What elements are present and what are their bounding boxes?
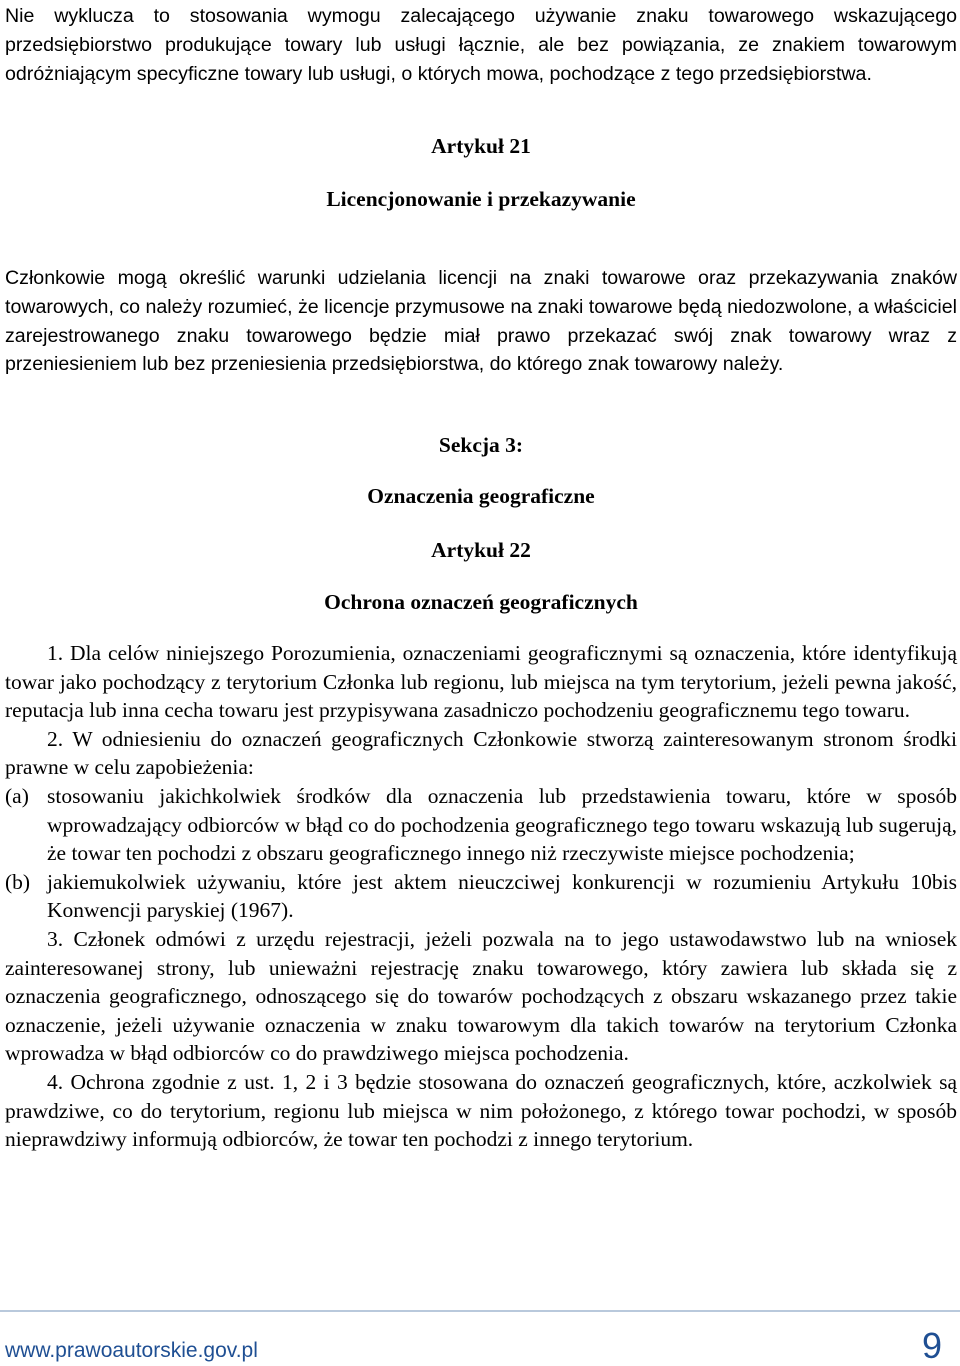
list-marker-a: (a) (5, 783, 29, 808)
section-3-number: Sekcja 3: (438, 433, 524, 457)
list-item-b (5, 868, 957, 925)
article-22-number: Artykuł 22 (431, 538, 531, 562)
page-number: 9 (921, 1325, 942, 1366)
article-22-paragraph-4: 4. Ochrona zgodnie z ust. 1, 2 i 3 będzie stosowana do oznaczeń geograficznych, które, aczkolwiek są prawdziwe, co do terytorium, regionu lub miejsca w nim położonego, z którego towar pochodzi, w sposób nieprawdziwy informują odbiorców, że towar ten pochodzi z innego terytorium. (5, 1069, 957, 1152)
list-text-b: jakiemukolwiek używaniu, które jest aktem nieuczciwej konkurencji w rozumieniu Artykułu 10bis Konwencji paryskiej (1967). (47, 869, 957, 923)
article-22-paragraph-1: 1. Dla celów niniejszego Porozumienia, oznaczeniami geograficznymi są oznaczenia, które identyfikują towar jako pochodzący z terytorium Członka lub regionu, lub miejsca na tym terytorium, jeżeli pewna jakość, reputacja lub inna cecha towaru jest przypisywana zasadniczo pochodzeniu geograficznemu tego towaru. (5, 641, 957, 723)
article-22-body (5, 639, 957, 1154)
list-text-a: stosowaniu jakichkolwiek środków dla oznaczenia lub przedstawienia towaru, które w sposób wprowadzający odbiorców w błąd co do pochodzenia geograficznego tego towaru wskazują lub sugerują, że towar ten pochodzi z obszaru geograficznego innego niż rzeczywiste miejsce pochodzenia; (47, 783, 957, 866)
list-marker-b: (b) (5, 869, 31, 894)
article-21-text: Członkowie mogą określić warunki udzielania licencji na znaki towarowe oraz przekazywania znaków towarowych, co należy rozumieć, że licencje przymusowe na znaki towarowe będą niedozwolone, a właściciel zarejestrowanego znaku towarowego będzie miał prawo przekazać swój znak towarowy wraz z przeniesieniem lub bez przeniesienia przedsiębiorstwa, do którego znak towarowy należy. (5, 267, 957, 376)
article-21-number: Artykuł 21 (431, 134, 531, 158)
list-item-a (5, 782, 957, 868)
article-22-paragraph-2: 2. W odniesieniu do oznaczeń geograficznych Członkowie stworzą zainteresowanym stronom środki prawne w celu zapobieżenia: (5, 726, 957, 780)
section-3-title: Oznaczenia geograficzne (367, 484, 595, 508)
article-21-title: Licencjonowanie i przekazywanie (326, 187, 636, 211)
footer-url-link[interactable]: www.prawoautorskie.gov.pl (5, 1339, 258, 1362)
footer-divider (0, 1310, 960, 1312)
article-22-title: Ochrona oznaczeń geograficznych (324, 590, 638, 614)
article-22-paragraph-3: 3. Członek odmówi z urzędu rejestracji, jeżeli pozwala na to jego ustawodawstwo lub na wniosek zainteresowanej strony, lub unieważni rejestrację znaku towarowego, który zawiera lub składa się z oznaczenia geograficznego, odnoszącego się do towarów pochodzących z obszaru wskazanego przez takie oznaczenie, jeżeli używanie oznaczenia w znaku towarowym dla takich towarów na terytorium Członka wprowadza w błąd odbiorców co do prawdziwego miejsca pochodzenia. (5, 926, 957, 1066)
intro-paragraph: Nie wyklucza to stosowania wymogu zalecającego używanie znaku towarowego wskazującego przedsiębiorstwo produkujące towary lub usługi łącznie, ale bez powiązania, ze znakiem towarowym odróżniającym specyficzne towary lub usługi, o których mowa, pochodzące z tego przedsiębiorstwa. (5, 5, 957, 85)
